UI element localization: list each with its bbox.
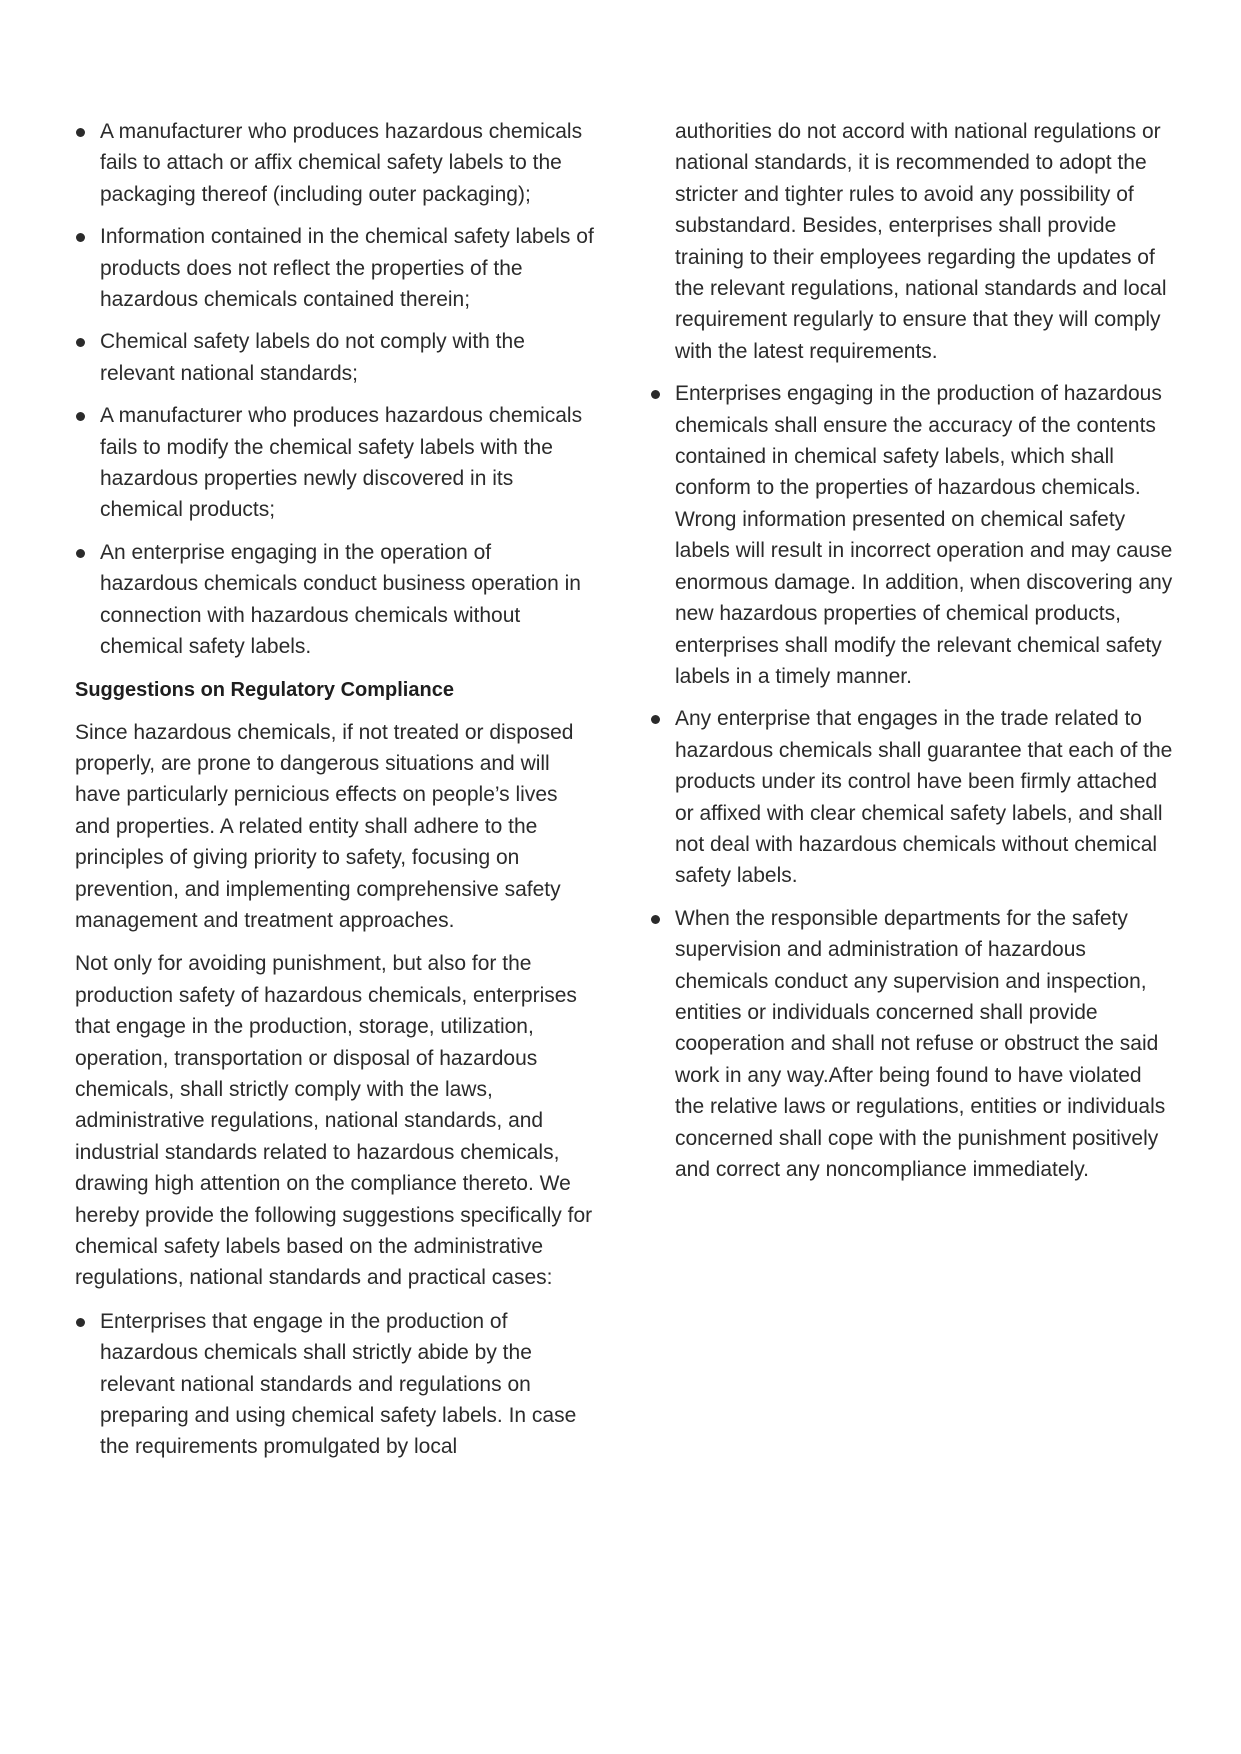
list-item (75, 537, 595, 663)
list-item-text: Any enterprise that engages in the trade related to hazardous chemicals shall guarantee that each of the products under its control have been firmly attached or affixed with clear chemical safety labels, and shall not deal with hazardous chemicals without chemical safety labels. (675, 707, 1173, 888)
list-item (650, 378, 1175, 692)
list-item (75, 221, 595, 315)
bullet-icon (651, 715, 660, 724)
list-item-text: Enterprises engaging in the production of hazardous chemicals shall ensure the accuracy of the contents contained in chemical safety labels, which shall conform to the properties of hazardous chemicals. Wrong information presented on chemical safety labels will result in incorrect operation and may cause enormous damage. In addition, when discovering any new hazardous properties of chemical products, enterprises shall modify the relevant chemical safety labels in a timely manner. (675, 382, 1173, 688)
list-item-text: Information contained in the chemical safety labels of products does not reflect the properties of the hazardous chemicals contained therein; (100, 225, 594, 312)
section-heading: Suggestions on Regulatory Compliance (75, 678, 454, 701)
list-item-text: authorities do not accord with national regulations or national standards, it is recommended to adopt the stricter and tighter rules to avoid any possibility of substandard. Besides, enterprises shall provide training to their employees regarding the updates of the relevant regulations, national standards and local requirement regularly to ensure that they will comply with the latest requirements. (675, 120, 1167, 363)
bullet-icon (76, 128, 85, 137)
list-item (75, 400, 595, 526)
list-item (650, 903, 1175, 1186)
list-item-text: A manufacturer who produces hazardous chemicals fails to attach or affix chemical safety labels to the packaging thereof (including outer packaging); (100, 120, 583, 206)
body-paragraph: Not only for avoiding punishment, but also for the production safety of hazardous chemicals, enterprises that engage in the production, storage, utilization, operation, transportation or disposal of hazardous chemicals, shall strictly comply with the laws, administrative regulations, national standards, and industrial standards related to hazardous chemicals, drawing high attention on the compliance thereto. We hereby provide the following suggestions specifically for chemical safety labels based on the administrative regulations, national standards and practical cases: (75, 952, 593, 1290)
list-item (75, 326, 595, 389)
list-item-text: Chemical safety labels do not comply with the relevant national standards; (100, 330, 525, 385)
list-item-continuation (650, 116, 1175, 367)
bullet-icon (76, 338, 85, 347)
body-paragraph: Since hazardous chemicals, if not treated or disposed properly, are prone to dangerous situations and will have particularly pernicious effects on people’s lives and properties. A related entity shall adhere to the principles of giving priority to safety, focusing on prevention, and implementing comprehensive safety management and treatment approaches. (75, 720, 574, 932)
list-item (75, 1306, 595, 1463)
bullet-icon (76, 233, 85, 242)
bullet-icon (651, 915, 660, 924)
list-item (75, 116, 595, 210)
suggestions-list (75, 1306, 595, 1463)
bullet-icon (76, 549, 85, 558)
violations-list (75, 116, 595, 663)
right-column (650, 116, 1175, 1197)
list-item (650, 703, 1175, 891)
bullet-icon (651, 390, 660, 399)
bullet-icon (76, 412, 85, 421)
list-item-text: When the responsible departments for the safety supervision and administration of hazardous chemicals conduct any supervision and inspection, entities or individuals concerned shall provide cooperation and shall not refuse or obstruct the said work in any way.After being found to have violated the relative laws or regulations, entities or individuals concerned shall cope with the punishment positively and correct any noncompliance immediately. (675, 906, 1166, 1181)
list-item-text: An enterprise engaging in the operation of hazardous chemicals conduct business operation in connection with hazardous chemicals without chemical safety labels. (100, 540, 581, 659)
list-item-text: A manufacturer who produces hazardous chemicals fails to modify the chemical safety labels with the hazardous properties newly discovered in its chemical products; (100, 404, 583, 522)
left-column (75, 116, 595, 1475)
list-item-text: Enterprises that engage in the production of hazardous chemicals shall strictly abide by the relevant national standards and regulations on preparing and using chemical safety labels. In case the requirements promulgated by local (100, 1309, 577, 1459)
suggestions-list-continued (650, 116, 1175, 1185)
bullet-icon (76, 1318, 85, 1327)
